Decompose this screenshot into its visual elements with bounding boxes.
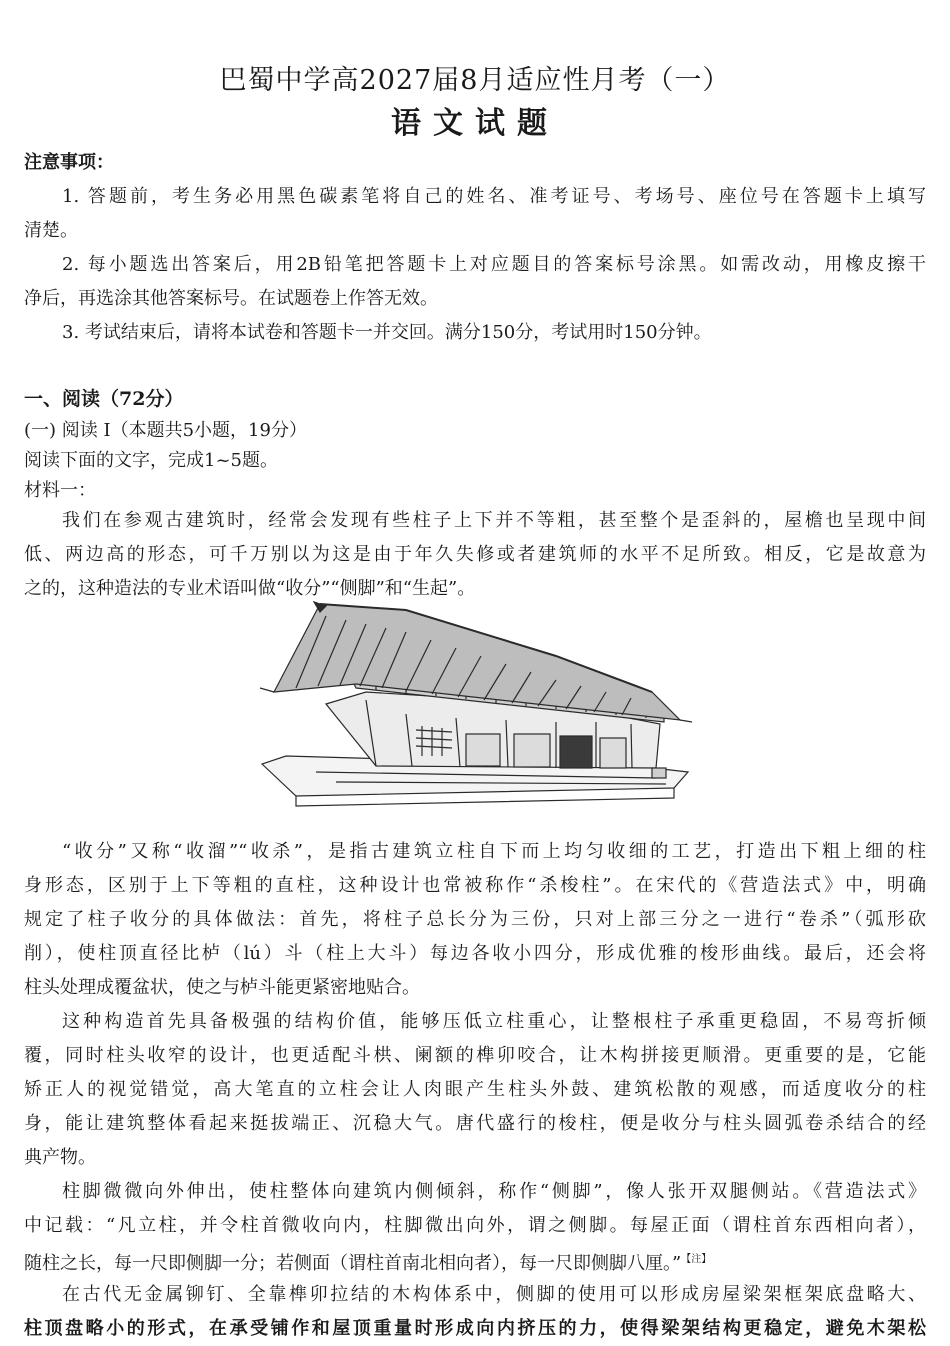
paragraph-text: 随柱之长，每一尺即侧脚一分；若侧面（谓柱首南北相向者），每一尺即侧脚八厘。” [24, 1253, 682, 1274]
paragraph-line: 我们在参观古建筑时，经常会发现有些柱子上下并不等粗，甚至整个是歪斜的，屋檐也呈现中间 [62, 510, 926, 531]
paragraph-line: 覆，同时柱头收窄的设计，也更适配斗栱、阑额的榫卯咬合，让木构拼接更顺滑。更重要的是，它能 [24, 1045, 926, 1066]
note-item-3: 3. 考试结束后，请将本试卷和答题卡一并交回。满分150分，考试用时150分钟。 [62, 322, 712, 343]
paragraph-line [24, 1243, 926, 1277]
notes-heading: 注意事项： [24, 152, 114, 173]
ancient-hall-drawing-icon [256, 596, 696, 808]
material-label: 材料一： [24, 480, 96, 501]
section-heading-block [24, 382, 926, 506]
paragraph-line: 这种构造首先具备极强的结构价值，能够压低立柱重心，让整根柱子承重更稳固，不易弯折倾 [62, 1011, 926, 1032]
paragraph-line: 低、两边高的形态，可千万别以为这是由于年久失修或者建筑师的水平不足所致。相反，它是故意为 [24, 544, 926, 565]
paragraph-line: 之的，这种造法的专业术语叫做“收分”“侧脚”和“生起”。 [24, 578, 476, 599]
note-item-2-cont: 净后，再选涂其他答案标号。在试题卷上作答无效。 [24, 288, 438, 309]
paragraph-line: 柱脚微微向外伸出，使柱整体向建筑内侧倾斜，称作“侧脚”，像人张开双腿侧站。《营造法式》 [62, 1181, 926, 1202]
paragraph-5 [24, 1278, 926, 1346]
paragraph-1 [24, 504, 926, 606]
section-instruction: 阅读下面的文字，完成1~5题。 [24, 450, 278, 471]
paragraph-line: 身形态，区别于上下等粗的直柱，这种设计也常被称作“杀梭柱”。在宋代的《营造法式》中，明确 [24, 875, 926, 896]
footnote-marker: 【注】 [681, 1254, 712, 1265]
section-part-heading: 一、阅读（72分） [24, 388, 184, 410]
paragraph-line: 柱顶盘略小的形式，在承受铺作和屋顶重量时形成向内挤压的力，使得梁架结构更稳定，避免木架松 [24, 1318, 926, 1339]
paragraph-4 [24, 1175, 926, 1277]
paragraph-line: 削），使柱顶直径比栌（lú）斗（柱上大斗）每边各收小四分，形成优雅的梭形曲线。最后，还会将 [24, 943, 926, 964]
paragraph-2 [24, 835, 926, 1005]
paragraph-line: 典产物。 [24, 1147, 96, 1168]
note-item-2: 2. 每小题选出答案后，用2B铅笔把答题卡上对应题目的答案标号涂黑。如需改动，用橡皮擦干 [62, 254, 926, 275]
paragraph-line: 矫正人的视觉错觉，高大笔直的立柱会让人肉眼产生柱头外鼓、建筑松散的观感，而适度收分的柱 [24, 1079, 926, 1100]
paragraph-3 [24, 1005, 926, 1175]
paragraph-line: 规定了柱子收分的具体做法：首先，将柱子总长分为三份，只对上部三分之一进行“卷杀”（弧形砍 [24, 909, 926, 930]
subject-title: 语文试题 [391, 106, 559, 141]
paragraph-line: “收分”又称“收溜”“收杀”，是指古建筑立柱自下而上均匀收细的工艺，打造出下粗上细的柱 [62, 841, 926, 862]
exam-title: 巴蜀中学高2027届8月适应性月考（一） [219, 65, 731, 96]
notes-block [24, 146, 926, 350]
note-item-1-cont: 清楚。 [24, 220, 78, 241]
paragraph-line: 柱头处理成覆盆状，使之与栌斗能更紧密地贴合。 [24, 977, 420, 998]
paragraph-line: 在古代无金属铆钉、全靠榫卯拉结的木构体系中，侧脚的使用可以形成房屋梁架框架底盘略大、 [62, 1284, 926, 1305]
note-item-1: 1. 答题前，考生务必用黑色碳素笔将自己的姓名、准考证号、考场号、座位号在答题卡上填写 [62, 186, 926, 207]
paragraph-line: 中记载：“凡立柱，并令柱首微收向内，柱脚微出向外，谓之侧脚。每屋正面（谓柱首东西相向者）， [24, 1215, 926, 1236]
paragraph-line: 身，能让建筑整体看起来挺拔端正、沉稳大气。唐代盛行的梭柱，便是收分与柱头圆弧卷杀结合的经 [24, 1113, 926, 1134]
section-sub-heading: (一) 阅读 I（本题共5小题，19分） [24, 420, 307, 441]
